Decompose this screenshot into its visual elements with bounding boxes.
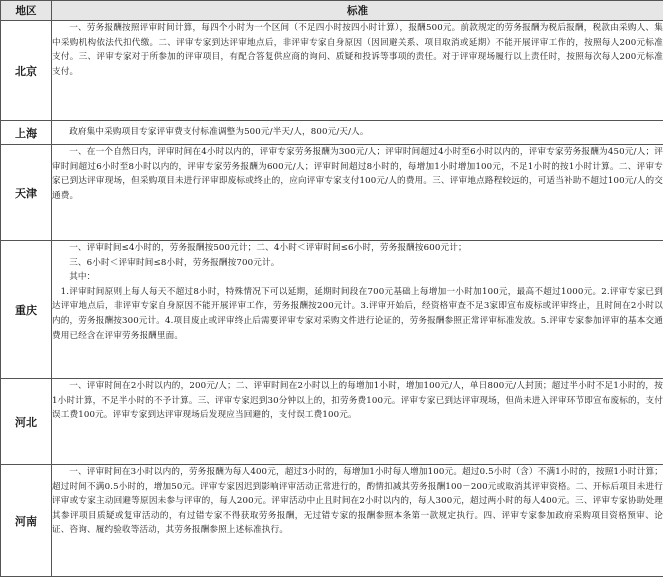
region-cell: 上海 [1,121,52,145]
region-cell: 重庆 [1,241,52,379]
region-cell: 河北 [1,379,52,465]
region-cell: 天津 [1,145,52,241]
table-row-chongqing [1,241,663,379]
standard-text: 其中： [52,270,663,285]
standard-cell [52,241,663,379]
standard-text: 一、在一个自然日内，评审时间在4小时以内的，评审专家劳务报酬为300元/人；评审时间超过4小时至6小时以内的，评审专家劳务报酬为450元/人；评审时间超过6小时至8小时以内的，评审专家劳务报酬为600元/人；评审时间超过8小时的，每增加1小时增加100元，不足1小时的按1小时计算。二、评审专家已到达评审现场，但采购项目未进行评审即废标或终止的，应向评审专家支付100元/人的费用。三、评审地点路程较远的，可适当补助不超过100元/人的交通费。 [52,145,663,203]
table-row-beijing [1,21,663,121]
table-row-shanghai [1,121,663,145]
table-row-henan [1,465,663,577]
standard-cell [52,21,663,121]
standard-cell [52,145,663,241]
standard-cell [52,465,663,577]
region-cell: 北京 [1,21,52,121]
standard-text: 三、6小时＜评审时间≤8小时，劳务报酬按700元计。 [52,256,663,271]
standard-column-header: 标准 [52,1,663,21]
standard-cell [52,121,663,145]
standard-text: 1.评审时间原则上每人每天不超过8小时，特殊情况下可以延期，延期时间段在700元基础上每增加一小时加100元，最高不超过1000元。2.评审专家已到达评审地点后，非评审专家自身原因不能开展评审工作，劳务报酬按200元计。3.评审开始后，经资格审查不足3家即宣布废标或评审终止，且时间在2小时以内的，劳务报酬按300元计。4.项目废止或评审终止后需要评审专家对采购文件进行论证的，劳务报酬参照正常评审标准发放。5.评审专家参加评审的基本交通费用已经含在评审劳务报酬里面。 [52,285,663,343]
standard-text: 一、评审时间在3小时以内的，劳务报酬为每人400元，超过3小时的，每增加1小时每人增加100元。超过0.5小时（含）不满1小时的，按照1小时计算；超过时间不满0.5小时的，增加50元。评审专家因迟到影响评审活动正常进行的，酌情扣减其劳务报酬100－200元或取消其评审资格。二、开标后项目未进行评审或专家主动回避等原因未参与评审的，每人200元。评审活动中止且时间在2小时以内的，每人300元，超过两小时的每人400元。三、评审专家协助处理其参评项目质疑或复审活动的，有过错专家不得获取劳务报酬，无过错专家的报酬参照本条第一款规定执行。四、评审专家参加政府采购项目资格预审、论证、咨询、履约验收等活动，其劳务报酬参照上述标准执行。 [52,465,663,538]
region-cell: 河南 [1,465,52,577]
region-column-header: 地区 [1,1,52,21]
standard-text: 一、劳务报酬按照评审时间计算，每四个小时为一个区间（不足四小时按四小时计算），报酬500元。前款规定的劳务报酬为税后报酬，税款由采购人、集中采购机构依法代扣代缴。二、评审专家到达评审地点后，非评审专家自身原因（因回避关系、项目取消或延期）不能开展评审工作的，按照每人200元标准支付。三、评审专家对于所参加的评审项目，有配合答复供应商的询问、质疑和投诉等事项的责任。对于评审现场履行以上责任时，按照每次每人200元标准支付。 [52,21,663,79]
table-row-hebei [1,379,663,465]
standard-cell [52,379,663,465]
table-row-tianjin [1,145,663,241]
table-header-row [1,1,663,21]
standard-text: 政府集中采购项目专家评审费支付标准调整为500元/半天/人，800元/天/人。 [52,125,663,140]
standard-text: 一、评审时间在2小时以内的，200元/人；二、评审时间在2小时以上的每增加1小时，增加100元/人，单日800元/人封顶；超过半小时不足1小时的，按1小时计算，不足半小时的不予计算。三、评审专家迟到30分钟以上的，扣劳务费100元。评审专家已到达评审现场，但尚未进入评审环节即宣布废标的，支付误工费100元。评审专家到达评审现场后发现应当回避的，支付误工费100元。 [52,379,663,423]
standard-text: 一、评审时间≤4小时的，劳务报酬按500元计；二、4小时＜评审时间≤6小时，劳务报酬按600元计； [52,241,663,256]
